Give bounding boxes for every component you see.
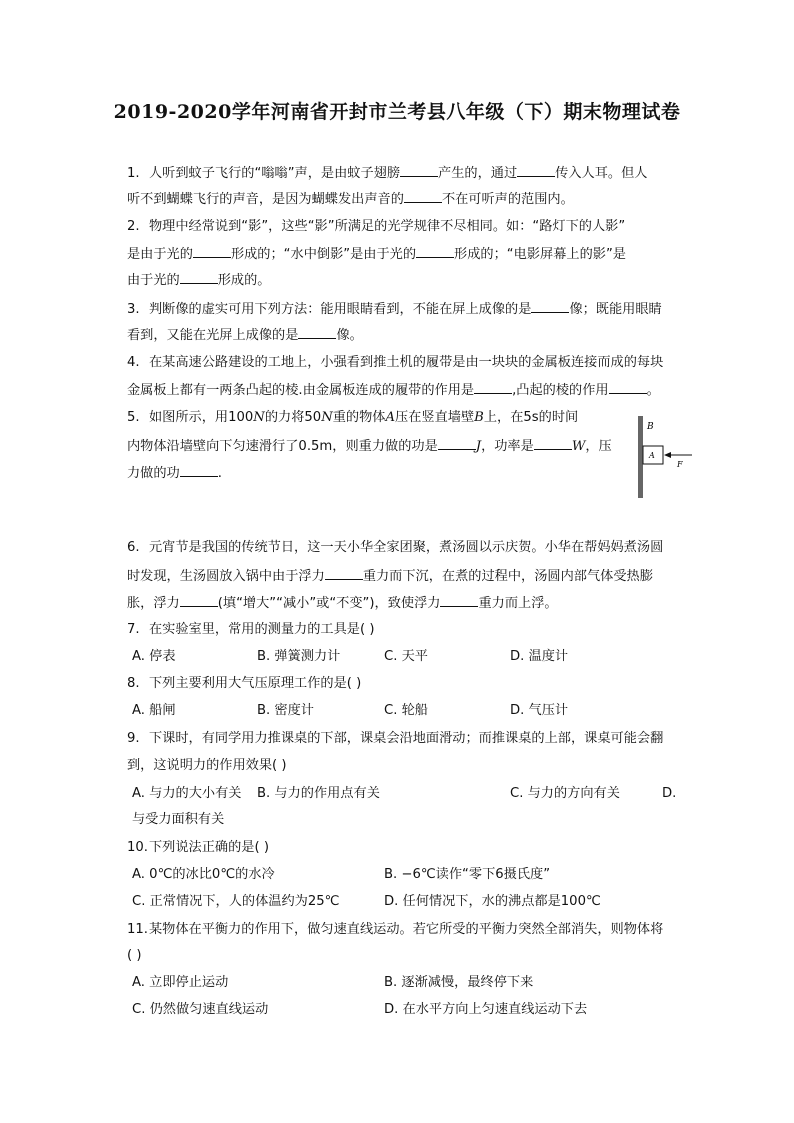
- option-a[interactable]: A. 停表: [132, 649, 176, 664]
- answer-blank[interactable]: [325, 567, 363, 580]
- option-a[interactable]: A. 与力的大小有关: [132, 786, 242, 801]
- text: 的力将50: [264, 410, 322, 425]
- text: 判断像的虚实可用下列方法：能用眼睛看到，不能在屏上成像的是: [149, 302, 532, 317]
- question-number: 1.: [127, 166, 140, 181]
- option-d[interactable]: D. 任何情况下，水的沸点都是100℃: [384, 894, 601, 909]
- question-number: 3.: [127, 302, 140, 317]
- text: 下课时，有同学用力推课桌的下部，课桌会沿地面滑动；而推课桌的上部，课桌可能会翻: [149, 731, 664, 746]
- question-number: 10.: [127, 840, 148, 855]
- option-a[interactable]: A. 0℃的冰比0℃的水冷: [132, 867, 275, 882]
- question-6-line-3: [127, 594, 558, 612]
- text: 某物体在平衡力的作用下，做匀速直线运动。若它所受的平衡力突然全部消失，则物体将: [149, 922, 664, 937]
- question-9-stem-1: [127, 731, 663, 747]
- unit-symbol: J: [475, 439, 482, 454]
- text: 元宵节是我国的传统节日，这一天小华全家团聚，煮汤圆以示庆贺。小华在帮妈妈煮汤圆: [149, 540, 664, 555]
- answer-blank[interactable]: [534, 437, 572, 450]
- option-c[interactable]: C. 天平: [384, 649, 428, 664]
- option-d[interactable]: D.: [662, 786, 677, 801]
- question-number: 7.: [127, 622, 140, 637]
- unit-symbol: N: [253, 410, 265, 425]
- question-7-stem: [127, 622, 374, 638]
- answer-blank[interactable]: [180, 594, 218, 607]
- option-b[interactable]: B. 逐渐减慢，最终停下来: [384, 975, 534, 990]
- text: 听不到蝴蝶飞行的声音，是因为蝴蝶发出声音的: [127, 192, 404, 207]
- answer-blank[interactable]: [440, 594, 478, 607]
- question-number: 2.: [127, 219, 140, 234]
- question-4-line-1: [127, 355, 663, 371]
- answer-blank[interactable]: [416, 245, 454, 258]
- question-11-stem-2: [127, 948, 141, 964]
- question-6-line-1: [127, 540, 663, 556]
- option-d[interactable]: D. 温度计: [510, 649, 569, 664]
- text: .: [217, 466, 222, 481]
- question-10-stem: [127, 840, 269, 856]
- question-2-line-3: [127, 271, 271, 289]
- wall-label: B: [647, 422, 654, 432]
- text: 在实验室里，常用的测量力的工具是( ): [149, 622, 375, 637]
- text: 。: [646, 383, 660, 398]
- text: 形成的；“电影屏幕上的影”是: [454, 247, 626, 262]
- answer-blank[interactable]: [298, 326, 336, 339]
- question-number: 4.: [127, 355, 140, 370]
- option-b[interactable]: B. −6℃读作“零下6摄氏度”: [384, 867, 551, 882]
- option-c[interactable]: C. 仍然做匀速直线运动: [132, 1002, 269, 1017]
- text: ,凸起的棱的作用: [512, 383, 609, 398]
- answer-blank[interactable]: [180, 271, 218, 284]
- text: 下列说法正确的是( ): [149, 840, 269, 855]
- option-b[interactable]: B. 与力的作用点有关: [257, 786, 380, 801]
- answer-blank[interactable]: [438, 437, 476, 450]
- text: 传入人耳。但人: [555, 166, 648, 181]
- text: 物理中经常说到“影”，这些“影”所满足的光学规律不尽相同。如：“路灯下的人影”: [149, 219, 626, 234]
- answer-blank[interactable]: [180, 464, 218, 477]
- text: 不在可听声的范围内。: [441, 192, 574, 207]
- question-8-stem: [127, 676, 361, 692]
- answer-blank[interactable]: [193, 245, 231, 258]
- block-label: A: [649, 451, 655, 460]
- text: 人听到蚊子飞行的“嗡嗡”声，是由蚊子翅膀: [149, 166, 401, 181]
- answer-blank[interactable]: [400, 164, 438, 177]
- question-4-line-2: [127, 381, 660, 399]
- question-1-line-2: [127, 190, 574, 208]
- force-label: F: [677, 460, 683, 469]
- text: 下列主要利用大气压原理工作的是( ): [149, 676, 362, 691]
- text: ，压: [585, 439, 612, 454]
- variable-symbol: A: [385, 410, 396, 425]
- option-d-continued: 与受力面积有关: [132, 812, 225, 827]
- option-b[interactable]: B. 弹簧测力计: [257, 649, 341, 664]
- text: 金属板上都有一两条凸起的棱.由金属板连成的履带的作用是: [127, 383, 475, 398]
- text: 压在竖直墙壁: [395, 410, 475, 425]
- question-number: 11.: [127, 922, 148, 937]
- text: 到，这说明力的作用效果( ): [127, 758, 287, 773]
- option-c[interactable]: C. 与力的方向有关: [510, 786, 620, 801]
- question-5-line-3: [127, 464, 222, 482]
- question-3-line-1: [127, 300, 662, 318]
- question-number: 9.: [127, 731, 140, 746]
- text: 胀，浮力: [127, 596, 180, 611]
- question-number: 5.: [127, 410, 140, 425]
- answer-blank[interactable]: [517, 164, 555, 177]
- option-c[interactable]: C. 正常情况下，人的体温约为25℃: [132, 894, 340, 909]
- question-1-line-1: [127, 164, 647, 182]
- answer-blank[interactable]: [531, 300, 569, 313]
- page-title: 2019-2020学年河南省开封市兰考县八年级（下）期末物理试卷: [113, 101, 681, 123]
- question-6-line-2: [127, 567, 653, 585]
- text: 重力而下沉，在煮的过程中，汤圆内部气体受热膨: [362, 569, 653, 584]
- arrow-head: [664, 452, 671, 458]
- text: 像；既能用眼睛: [569, 302, 662, 317]
- question-11-stem-1: [127, 922, 663, 938]
- question-2-line-1: [127, 219, 625, 235]
- answer-blank[interactable]: [474, 381, 512, 394]
- unit-symbol: N: [321, 410, 333, 425]
- text: 看到，又能在光屏上成像的是: [127, 328, 299, 343]
- option-b[interactable]: B. 密度计: [257, 703, 314, 718]
- unit-symbol: W: [571, 439, 586, 454]
- text: 由于光的: [127, 273, 180, 288]
- option-a[interactable]: A. 立即停止运动: [132, 975, 229, 990]
- text: 重力而上浮。: [478, 596, 558, 611]
- question-2-line-2: [127, 245, 626, 263]
- question-number: 8.: [127, 676, 140, 691]
- answer-blank[interactable]: [609, 381, 647, 394]
- text: 产生的，通过: [438, 166, 518, 181]
- text: 像。: [336, 328, 363, 343]
- text: 重的物体: [332, 410, 386, 425]
- question-number: 6.: [127, 540, 140, 555]
- option-c[interactable]: C. 轮船: [384, 703, 428, 718]
- text: 在某高速公路建设的工地上，小强看到推土机的履带是由一块块的金属板连接而成的每块: [149, 355, 664, 370]
- text: 形成的；“水中倒影”是由于光的: [230, 247, 417, 262]
- wall-block-diagram: [630, 416, 700, 498]
- text: ( ): [127, 948, 142, 963]
- question-3-line-2: [127, 326, 363, 344]
- text: 上，在5s的时间: [483, 410, 579, 425]
- wall: [638, 416, 643, 498]
- text: 形成的。: [217, 273, 271, 288]
- text: 内物体沿墙壁向下匀速滑行了0.5m，则重力做的功是: [127, 439, 438, 454]
- text: 是由于光的: [127, 247, 193, 262]
- text: ，功率是: [481, 439, 534, 454]
- question-5-line-2: [127, 437, 612, 455]
- question-5-line-1: [127, 410, 578, 426]
- option-d[interactable]: D. 在水平方向上匀速直线运动下去: [384, 1002, 588, 1017]
- question-9-stem-2: [127, 758, 287, 774]
- option-d[interactable]: D. 气压计: [510, 703, 569, 718]
- text: 如图所示，用100: [149, 410, 254, 425]
- option-a[interactable]: A. 船闸: [132, 703, 176, 718]
- text: 力做的功: [127, 466, 180, 481]
- answer-blank[interactable]: [404, 190, 442, 203]
- text: 时发现，生汤圆放入锅中由于浮力: [127, 569, 325, 584]
- variable-symbol: B: [474, 410, 484, 425]
- text: (填“增大”“减小”或“不变”)，致使浮力: [217, 596, 441, 611]
